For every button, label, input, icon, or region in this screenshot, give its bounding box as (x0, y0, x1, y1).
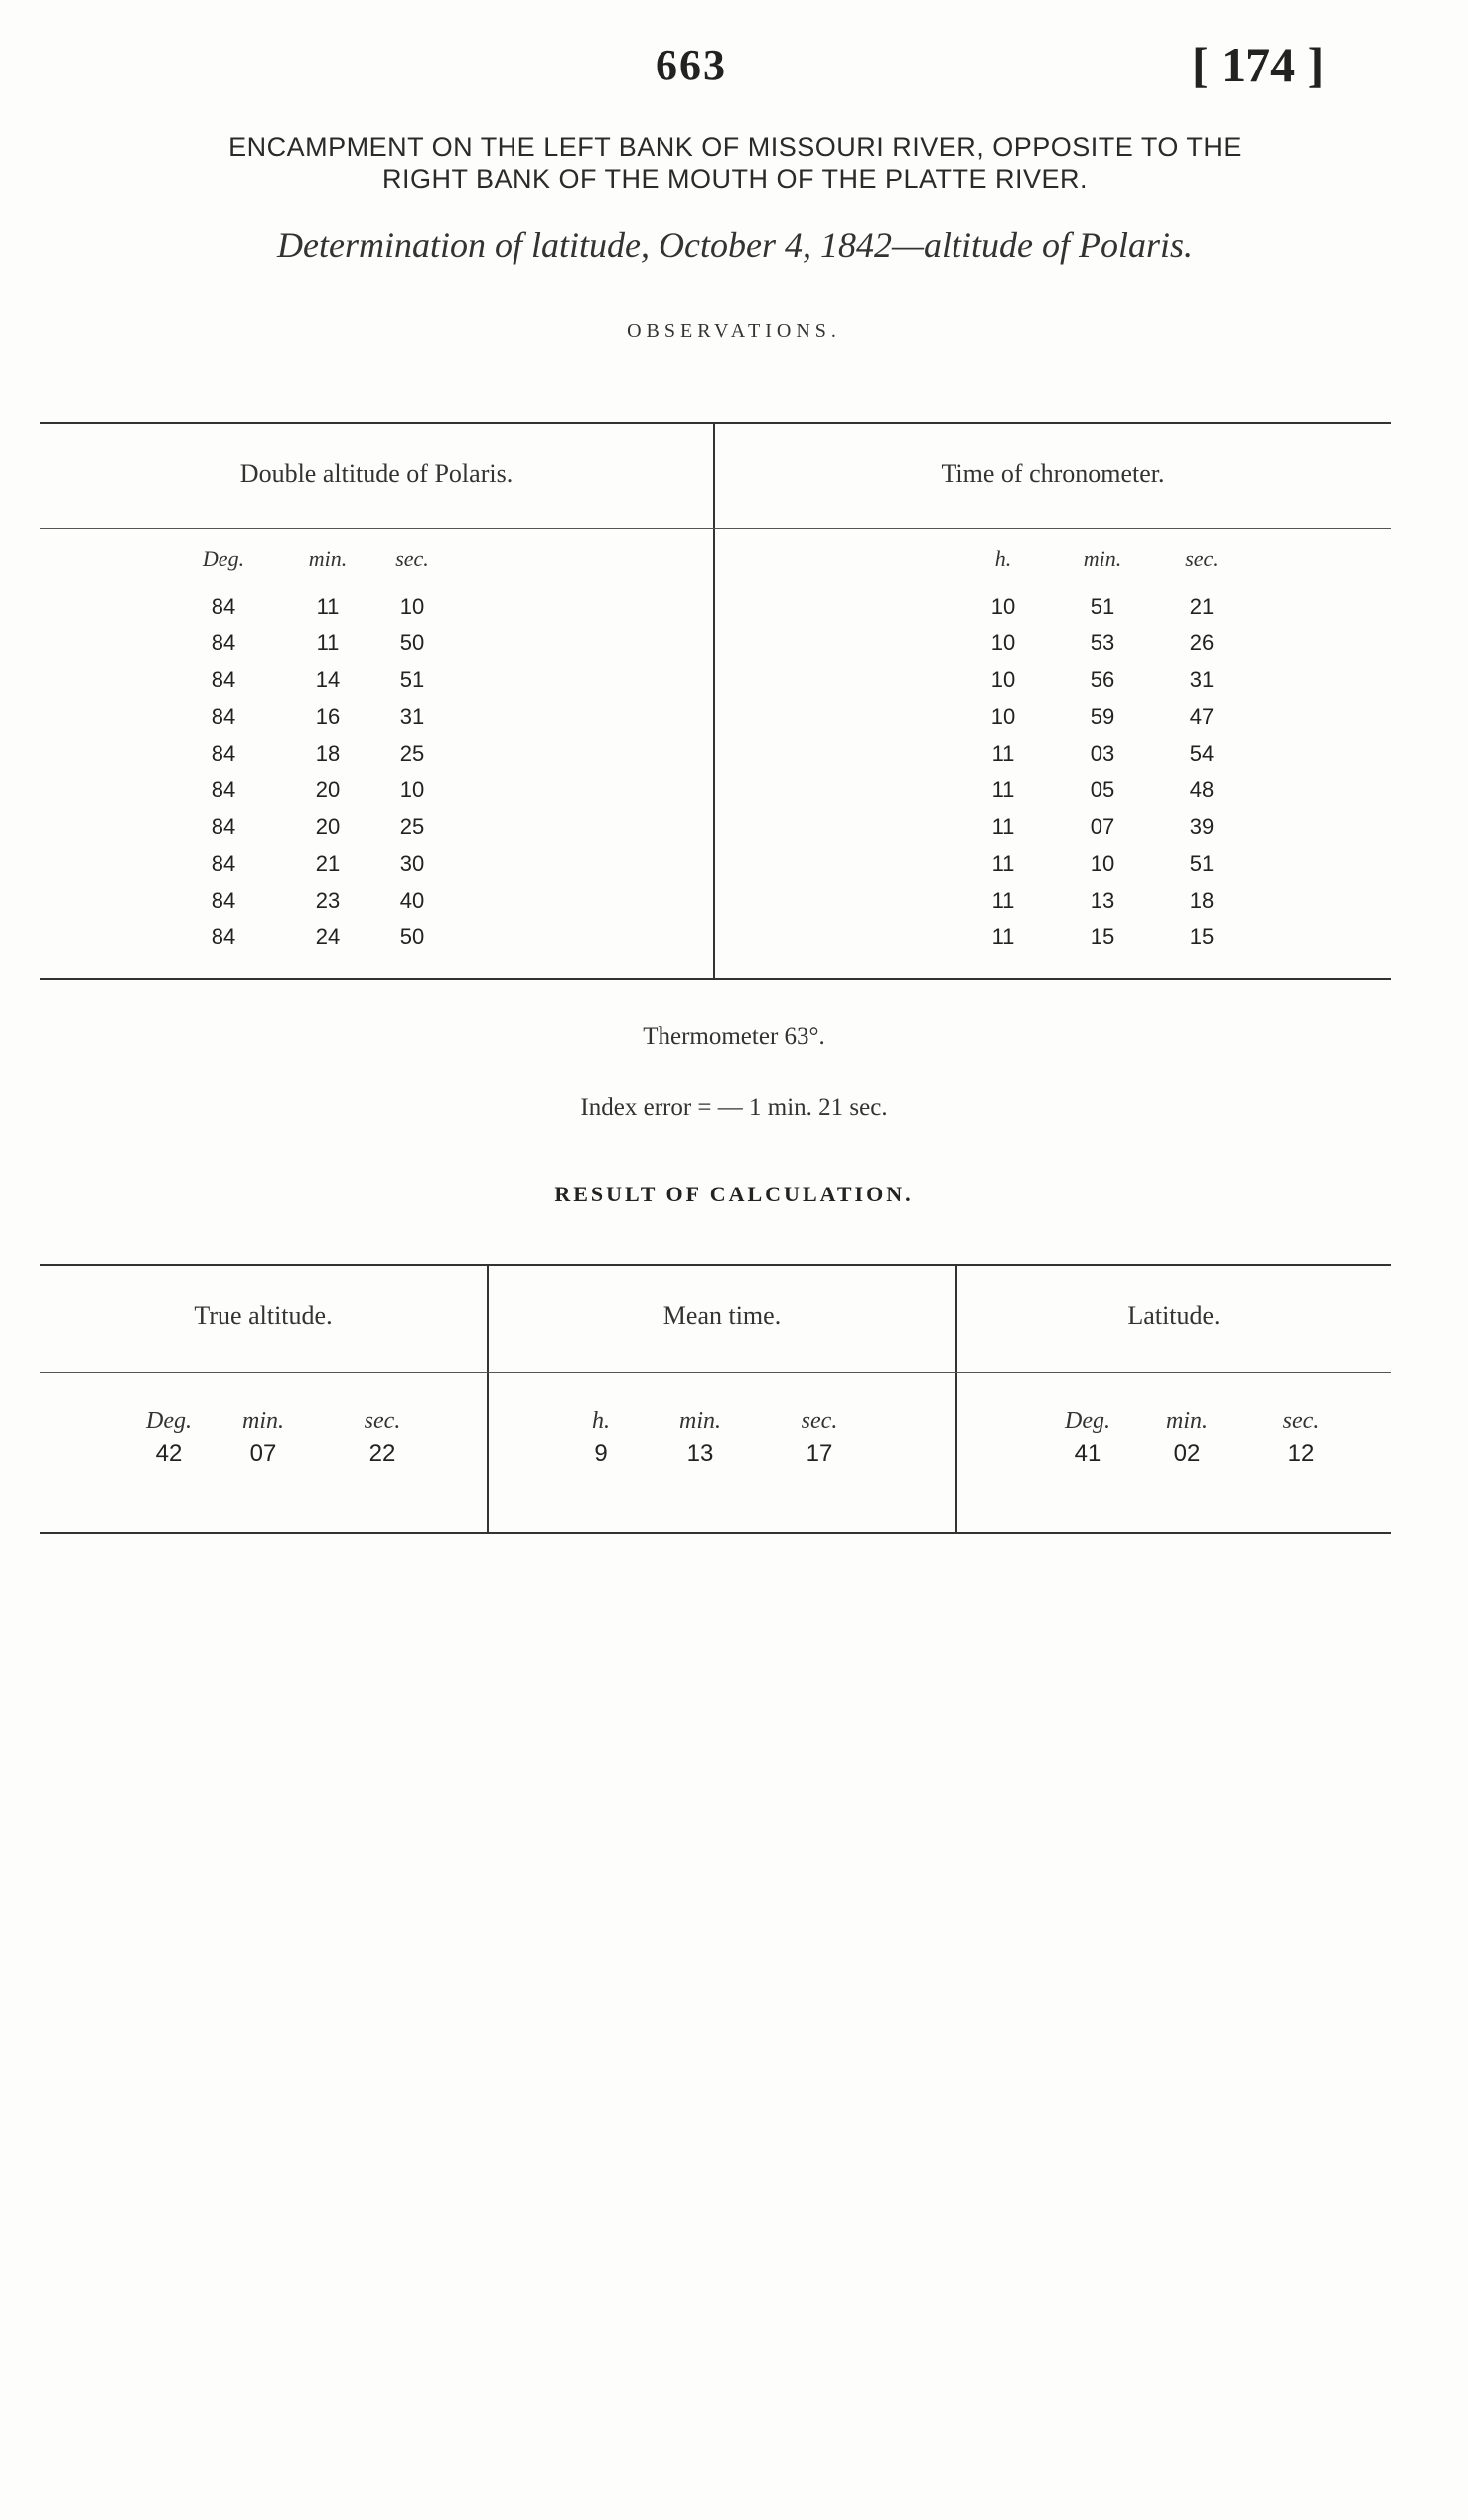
unit-h: h. (994, 546, 1012, 571)
latitude-deg: 41 (1074, 1440, 1101, 1467)
cell-sec: 50 (399, 924, 425, 949)
cell-h: 11 (991, 741, 1015, 766)
cell-deg: 84 (211, 630, 236, 655)
cell-tmin: 05 (1090, 777, 1115, 802)
cell-min: 20 (315, 777, 341, 802)
obs-table-divider (713, 422, 715, 978)
cell-h: 10 (990, 704, 1016, 729)
result-unit-lat-deg: Deg. (1065, 1408, 1110, 1434)
cell-min: 16 (315, 704, 341, 729)
obs-table-bottom-rule (40, 978, 1391, 980)
col-head-altitude: Double altitude of Polaris. (239, 459, 514, 488)
cell-min: 11 (316, 594, 340, 619)
cell-sec: 50 (399, 630, 425, 655)
col-head-true-altitude: True altitude. (194, 1301, 333, 1330)
unit-tsec: sec. (1185, 546, 1219, 571)
cell-tmin: 13 (1090, 888, 1115, 912)
cell-tsec: 48 (1189, 777, 1215, 802)
true-altitude-min: 07 (249, 1440, 277, 1467)
heading-line-1: ENCAMPMENT ON THE LEFT BANK OF MISSOURI RIVER, OPPOSITE TO THE (228, 132, 1242, 162)
cell-h: 10 (990, 630, 1016, 655)
result-unit-time-min: min. (679, 1408, 721, 1434)
cell-tsec: 39 (1189, 814, 1215, 839)
mean-time-h: 9 (594, 1440, 608, 1467)
cell-h: 10 (990, 667, 1016, 692)
cell-deg: 84 (211, 704, 236, 729)
cell-min: 11 (316, 630, 340, 655)
cell-tsec: 21 (1189, 594, 1215, 619)
result-unit-alt-min: min. (242, 1408, 284, 1434)
index-error-note: Index error = — 1 min. 21 sec. (580, 1094, 888, 1121)
cell-min: 14 (315, 667, 341, 692)
cell-sec: 25 (399, 814, 425, 839)
cell-sec: 10 (399, 594, 425, 619)
cell-tsec: 26 (1189, 630, 1215, 655)
result-unit-lat-sec: sec. (1282, 1408, 1320, 1434)
cell-tmin: 51 (1090, 594, 1115, 619)
obs-table-top-rule (40, 422, 1391, 424)
cell-sec: 51 (399, 667, 425, 692)
bracket-page-number: [ 174 ] (1192, 37, 1325, 92)
unit-sec: sec. (395, 546, 429, 571)
col-head-time: Time of chronometer. (941, 459, 1165, 488)
cell-min: 18 (315, 741, 341, 766)
cell-tsec: 15 (1189, 924, 1215, 949)
cell-deg: 84 (211, 667, 236, 692)
cell-tsec: 51 (1189, 851, 1215, 876)
cell-sec: 30 (399, 851, 425, 876)
latitude-min: 02 (1173, 1440, 1201, 1467)
cell-h: 10 (990, 594, 1016, 619)
cell-h: 11 (991, 888, 1015, 912)
cell-h: 11 (991, 851, 1015, 876)
latitude-sec: 12 (1287, 1440, 1315, 1467)
cell-tsec: 31 (1189, 667, 1215, 692)
cell-deg: 84 (211, 777, 236, 802)
cell-deg: 84 (211, 924, 236, 949)
result-unit-alt-deg: Deg. (146, 1408, 192, 1434)
cell-sec: 31 (399, 704, 425, 729)
result-table-bottom-rule (40, 1532, 1391, 1534)
cell-sec: 40 (399, 888, 425, 912)
cell-deg: 84 (211, 851, 236, 876)
col-head-latitude: Latitude. (1127, 1301, 1221, 1330)
cell-tmin: 10 (1090, 851, 1115, 876)
cell-deg: 84 (211, 814, 236, 839)
cell-deg: 84 (211, 888, 236, 912)
cell-tsec: 47 (1189, 704, 1215, 729)
cell-sec: 25 (399, 741, 425, 766)
result-unit-time-h: h. (592, 1408, 610, 1434)
result-unit-time-sec: sec. (801, 1408, 838, 1434)
result-unit-lat-min: min. (1166, 1408, 1208, 1434)
cell-tmin: 03 (1090, 741, 1115, 766)
thermometer-note: Thermometer 63°. (643, 1023, 825, 1050)
result-header-rule (40, 1372, 1391, 1373)
cell-tmin: 53 (1090, 630, 1115, 655)
result-table-top-rule (40, 1264, 1391, 1266)
cell-deg: 84 (211, 594, 236, 619)
true-altitude-deg: 42 (155, 1440, 183, 1467)
cell-tmin: 56 (1090, 667, 1115, 692)
cell-tsec: 54 (1189, 741, 1215, 766)
unit-deg: Deg. (202, 546, 245, 571)
cell-min: 20 (315, 814, 341, 839)
cell-min: 21 (315, 851, 341, 876)
obs-header-rule (40, 528, 1391, 529)
heading-line-2: RIGHT BANK OF THE MOUTH OF THE PLATTE RIVER. (381, 164, 1089, 194)
cell-tsec: 18 (1189, 888, 1215, 912)
result-unit-alt-sec: sec. (364, 1408, 401, 1434)
page-number: 663 (656, 41, 727, 89)
cell-sec: 10 (399, 777, 425, 802)
mean-time-min: 13 (686, 1440, 714, 1467)
cell-h: 11 (991, 814, 1015, 839)
cell-tmin: 07 (1090, 814, 1115, 839)
col-head-mean-time: Mean time. (662, 1301, 782, 1330)
cell-min: 24 (315, 924, 341, 949)
subtitle: Determination of latitude, October 4, 1842—altitude of Polaris. (277, 225, 1193, 265)
observations-label: OBSERVATIONS. (627, 320, 841, 342)
cell-deg: 84 (211, 741, 236, 766)
section-heading (20, 131, 1450, 195)
true-altitude-sec: 22 (368, 1440, 396, 1467)
cell-h: 11 (991, 777, 1015, 802)
mean-time-sec: 17 (806, 1440, 833, 1467)
cell-h: 11 (991, 924, 1015, 949)
result-label: RESULT OF CALCULATION. (554, 1182, 914, 1206)
unit-tmin: min. (1083, 546, 1122, 571)
cell-tmin: 15 (1090, 924, 1115, 949)
cell-min: 23 (315, 888, 341, 912)
cell-tmin: 59 (1090, 704, 1115, 729)
unit-min: min. (308, 546, 348, 571)
